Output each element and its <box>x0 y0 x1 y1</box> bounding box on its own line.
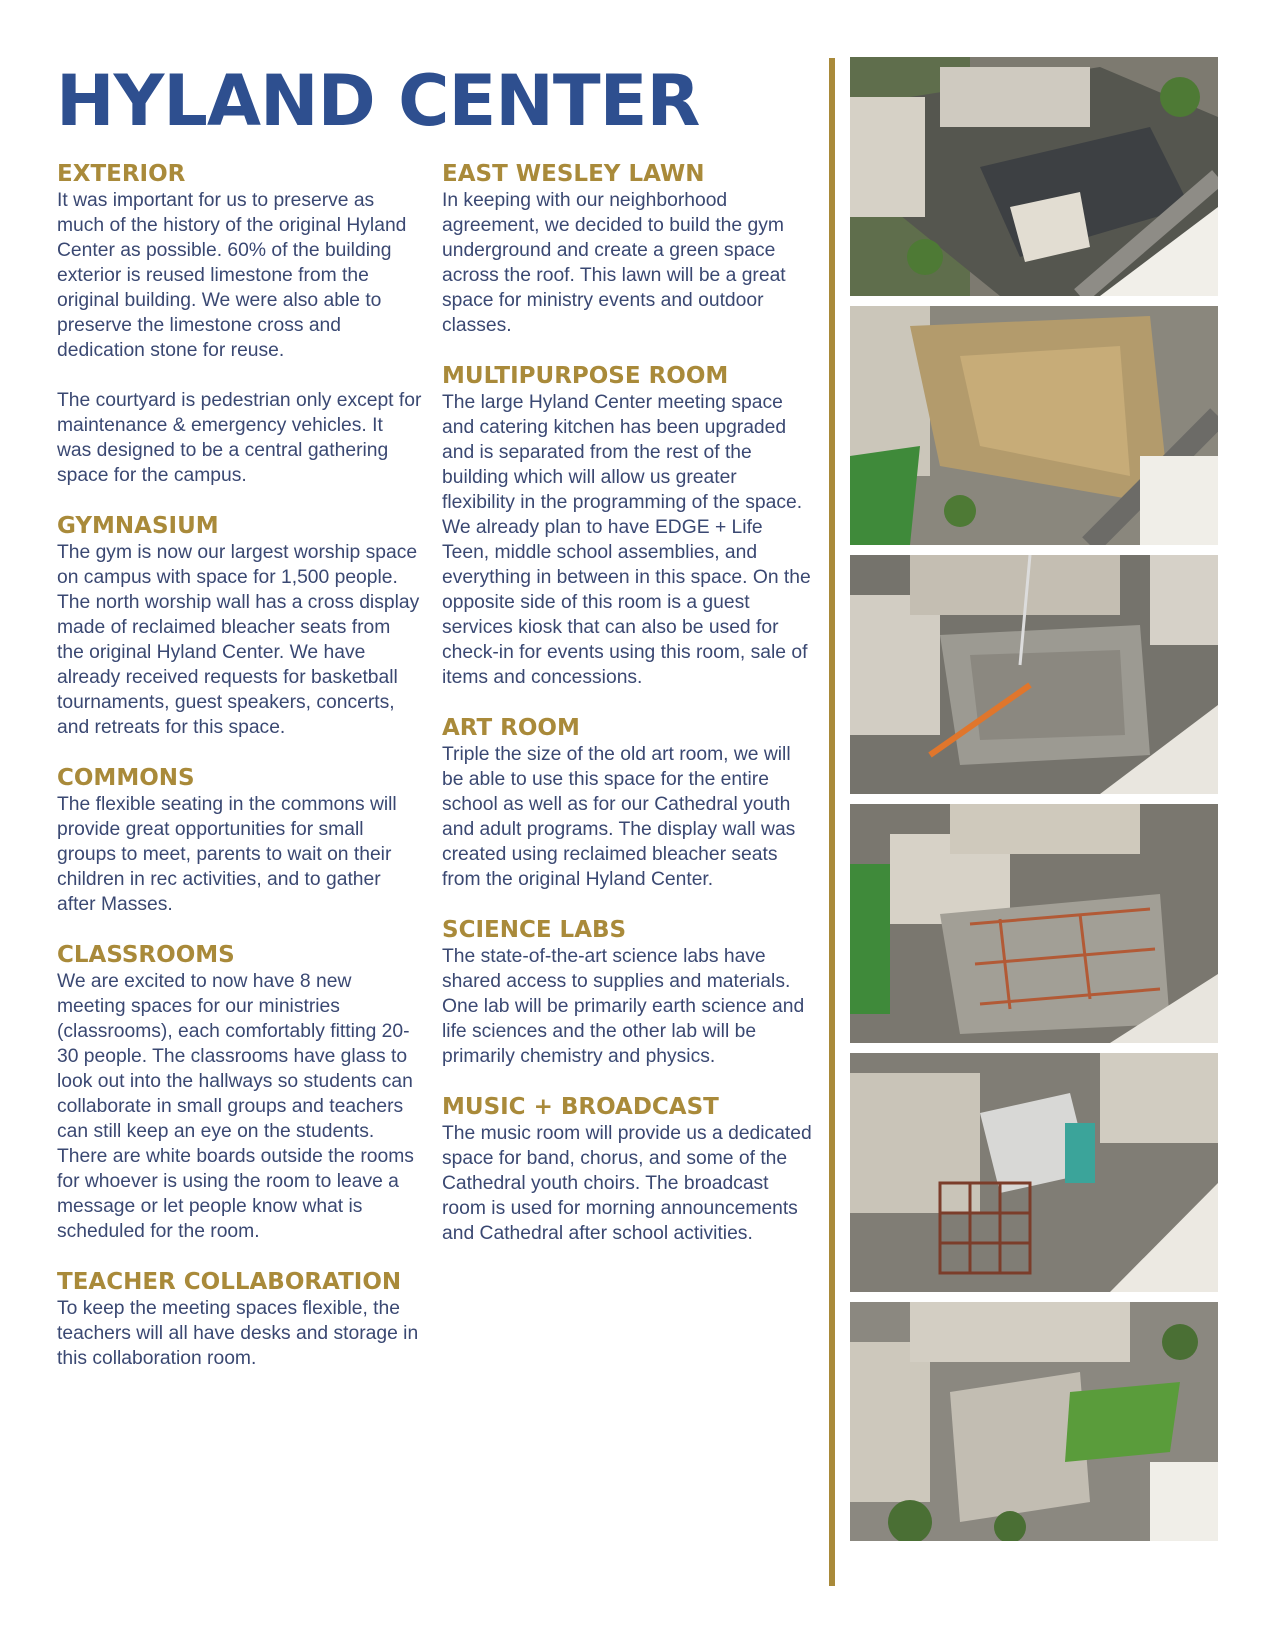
section-classrooms <box>57 941 422 1244</box>
middle-column <box>442 160 814 1246</box>
section-exterior <box>57 160 422 488</box>
section-body <box>57 188 422 488</box>
section-body <box>442 1121 814 1246</box>
section-commons <box>57 764 422 917</box>
body-paragraph: The gym is now our largest worship space on campus with space for 1,500 people. The north worship wall has a cross display made of reclaimed bleacher seats from the original Hyland Center. We have already received requests for basketball tournaments, guest speakers, concerts, and retreats for this space. <box>57 542 420 738</box>
section-body <box>57 540 422 740</box>
section-body <box>57 969 422 1244</box>
section-heading: MULTIPURPOSE ROOM <box>442 363 729 389</box>
body-paragraph: To keep the meeting spaces flexible, the teachers will all have desks and storage in this collaboration room. <box>57 1298 419 1369</box>
section-heading: COMMONS <box>57 765 195 791</box>
section-music-broadcast <box>442 1093 814 1246</box>
body-paragraph: The courtyard is pedestrian only except for maintenance & emergency vehicles. It was designed to be a central gathering space for the campus. <box>57 390 422 486</box>
section-multipurpose-room <box>442 362 814 690</box>
aerial-photo-foundation <box>850 555 1218 794</box>
section-heading: CLASSROOMS <box>57 942 235 968</box>
aerial-photo-building-frame <box>850 1053 1218 1292</box>
photo-strip <box>850 57 1218 1551</box>
section-heading: SCIENCE LABS <box>442 917 627 943</box>
aerial-photo-excavation <box>850 306 1218 545</box>
body-paragraph: The state-of-the-art science labs have shared access to supplies and materials. One lab will be primarily earth science and life sciences and the other lab will be primarily chemistry and physics. <box>442 946 805 1067</box>
body-paragraph: Triple the size of the old art room, we will be able to use this space for the entire school as well as for our Cathedral youth and adult programs. The display wall was created using reclaimed bleacher seats from the original Hyland Center. <box>442 744 796 890</box>
section-body <box>57 792 422 917</box>
section-teacher-collaboration <box>57 1268 422 1371</box>
body-paragraph: It was important for us to preserve as much of the history of the original Hyland Center as possible. 60% of the building exterior is reused limestone from the original building. We were also able to preserve the limestone cross and dedication stone for reuse. <box>57 190 407 361</box>
body-paragraph: The music room will provide us a dedicated space for band, chorus, and some of the Cathedral youth choirs. The broadcast room is used for morning announcements and Cathedral after school activities. <box>442 1123 812 1244</box>
aerial-photo-steel-frame <box>850 804 1218 1043</box>
aerial-photo-completed <box>850 1302 1218 1541</box>
section-science-labs <box>442 916 814 1069</box>
section-heading: EAST WESLEY LAWN <box>442 161 705 187</box>
body-paragraph: In keeping with our neighborhood agreement, we decided to build the gym underground and create a green space across the roof. This lawn will be a great space for ministry events and outdoor classes. <box>442 190 786 336</box>
body-paragraph: We are excited to now have 8 new meeting spaces for our ministries (classrooms), each comfortably fitting 20-30 people. The classrooms have glass to look out into the hallways so students can collaborate in small groups and teachers can still keep an eye on the students. There are white boards outside the rooms for whoever is using the room to leave a message or let people know what is scheduled for the room. <box>57 971 414 1242</box>
left-column <box>57 160 422 1371</box>
section-heading: TEACHER COLLABORATION <box>57 1269 402 1295</box>
section-heading: EXTERIOR <box>57 161 186 187</box>
section-body <box>442 390 814 690</box>
gold-divider <box>829 58 835 1586</box>
section-gymnasium <box>57 512 422 740</box>
page-title: HYLAND CENTER <box>56 60 700 142</box>
section-body <box>442 944 814 1069</box>
section-body <box>442 742 814 892</box>
section-art-room <box>442 714 814 892</box>
section-heading: MUSIC + BROADCAST <box>442 1094 719 1120</box>
body-paragraph: The large Hyland Center meeting space and catering kitchen has been upgraded and is separated from the rest of the building which will allow us greater flexibility in the programming of the space. We already plan to have EDGE + Life Teen, middle school assemblies, and everything in between in this space. On the opposite side of this room is a guest services kiosk that can also be used for check-in for events using this room, sale of items and concessions. <box>442 392 811 688</box>
section-east-wesley-lawn <box>442 160 814 338</box>
section-heading: ART ROOM <box>442 715 580 741</box>
body-paragraph: The flexible seating in the commons will provide great opportunities for small groups to meet, parents to wait on their children in rec activities, and to gather after Masses. <box>57 794 397 915</box>
section-heading: GYMNASIUM <box>57 513 219 539</box>
section-body <box>57 1296 422 1371</box>
aerial-photo-original-building <box>850 57 1218 296</box>
section-body <box>442 188 814 338</box>
